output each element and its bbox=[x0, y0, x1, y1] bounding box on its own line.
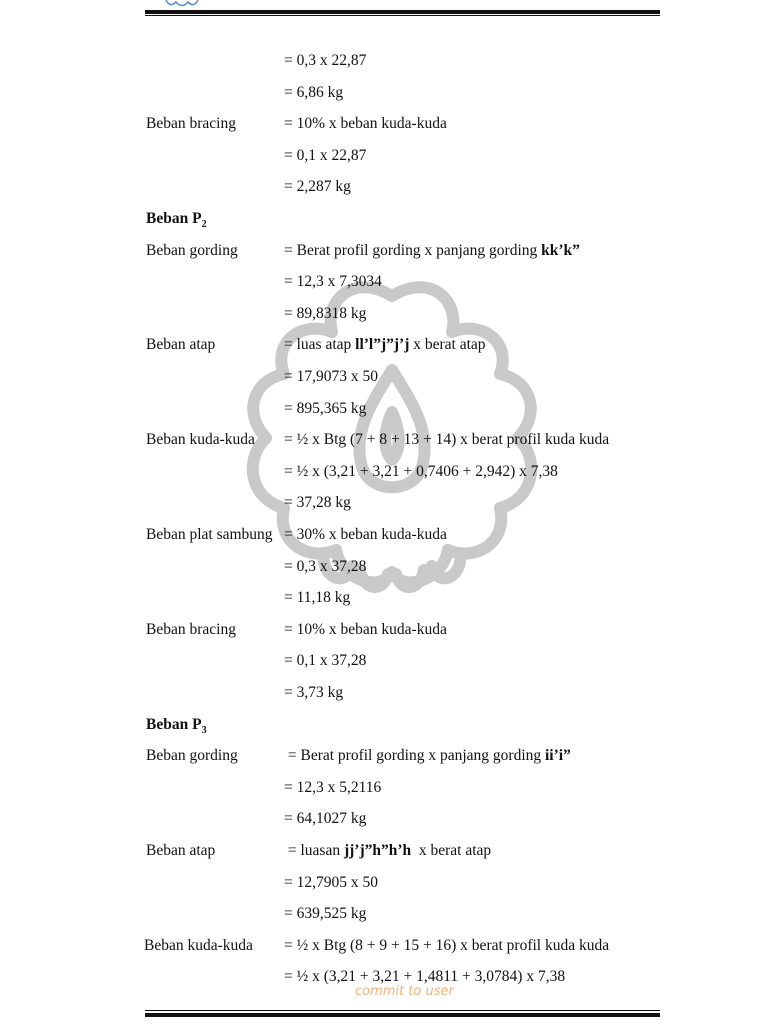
section-heading-label: Beban P bbox=[146, 210, 202, 227]
calc-value bbox=[284, 808, 366, 830]
calc-value-text: = luas atap bbox=[284, 336, 356, 354]
header-rule-thin bbox=[145, 15, 660, 16]
calc-value-text: = 12,3 x 5,2116 bbox=[284, 778, 382, 796]
calc-value bbox=[284, 650, 366, 672]
calc-line bbox=[0, 176, 768, 198]
calc-line bbox=[0, 271, 768, 293]
calc-value-text: = 3,73 kg bbox=[284, 684, 344, 701]
calc-value bbox=[284, 429, 609, 451]
calc-value-text: = 639,525 kg bbox=[284, 905, 367, 923]
calc-value bbox=[284, 682, 343, 704]
calc-value-text: = 64,1027 kg bbox=[284, 810, 367, 828]
calc-line bbox=[0, 113, 768, 135]
calc-line bbox=[0, 50, 768, 72]
calc-label: Beban kuda-kuda bbox=[144, 936, 253, 954]
section-heading-wrap bbox=[146, 208, 207, 236]
calc-value-text: = 12,3 x 7,3034 bbox=[284, 273, 382, 291]
footer-commit-to-user: commit to user bbox=[355, 984, 454, 999]
calc-value bbox=[284, 556, 366, 578]
calc-line bbox=[0, 872, 768, 894]
calc-value bbox=[284, 619, 447, 641]
calc-value bbox=[284, 145, 366, 167]
calc-label: Beban kuda-kuda bbox=[146, 431, 255, 449]
calc-value-after: x berat atap bbox=[409, 336, 486, 354]
calc-value-text: = 0,1 x 22,87 bbox=[284, 146, 367, 164]
calc-label: Beban plat sambung bbox=[146, 526, 273, 543]
calc-value-text: = 895,365 kg bbox=[284, 399, 367, 417]
calc-line bbox=[0, 492, 768, 514]
calc-value-text: = ½ x Btg (8 + 9 + 15 + 16) x berat profil kuda kuda bbox=[284, 936, 610, 954]
calc-line bbox=[0, 429, 768, 451]
calc-line bbox=[0, 777, 768, 799]
section-heading-label: Beban P bbox=[146, 715, 202, 733]
calc-value-text: = ½ x Btg (7 + 8 + 13 + 14) x berat profil kuda kuda bbox=[284, 431, 610, 449]
calc-line bbox=[0, 587, 768, 609]
calc-value bbox=[284, 840, 491, 862]
calc-value-text: = 6,86 kg bbox=[284, 83, 344, 101]
calc-value-bold: kk’k” bbox=[541, 241, 580, 259]
calc-value-text: = 0,3 x 37,28 bbox=[284, 557, 367, 575]
calc-value-text: = 12,7905 x 50 bbox=[284, 873, 378, 891]
section-heading-subscript: 2 bbox=[201, 219, 207, 231]
calc-value-text: = ½ x (3,21 + 3,21 + 0,7406 + 2,942) x 7,38 bbox=[284, 462, 558, 480]
calc-value-text: = 30% x beban kuda-kuda bbox=[284, 526, 447, 543]
calc-line bbox=[0, 808, 768, 830]
calc-value-text: = ½ x (3,21 + 3,21 + 1,4811 + 3,0784) x 7,38 bbox=[284, 968, 566, 986]
calc-value-text: = Berat profil gording x panjang gording bbox=[284, 747, 545, 765]
calc-line bbox=[0, 745, 768, 767]
calc-value-text: = 17,9073 x 50 bbox=[284, 368, 378, 385]
calc-value-text: = Berat profil gording x panjang gording bbox=[284, 241, 542, 259]
calc-value bbox=[284, 872, 378, 894]
calc-line bbox=[0, 366, 768, 388]
calc-value bbox=[284, 492, 351, 514]
calc-label: Beban bracing bbox=[146, 620, 236, 638]
calc-line bbox=[0, 903, 768, 925]
calc-line bbox=[0, 556, 768, 578]
section-heading-wrap bbox=[146, 714, 207, 742]
calc-value bbox=[284, 398, 366, 420]
calc-value-text: = 2,287 kg bbox=[284, 178, 351, 196]
calc-value bbox=[284, 303, 366, 325]
calc-value bbox=[284, 461, 558, 483]
calc-value bbox=[284, 524, 447, 546]
footer-rule-thin bbox=[145, 1010, 660, 1011]
header-rule-thick bbox=[145, 10, 660, 14]
calc-value bbox=[284, 113, 447, 135]
calc-value bbox=[284, 903, 366, 925]
calc-label: Beban atap bbox=[146, 336, 216, 354]
calc-line bbox=[0, 240, 768, 262]
calc-value-text: = 89,8318 kg bbox=[284, 304, 367, 322]
calc-value bbox=[284, 935, 609, 957]
section-heading bbox=[0, 208, 768, 230]
calc-value bbox=[284, 366, 378, 388]
calc-value bbox=[284, 240, 580, 262]
calc-line bbox=[0, 682, 768, 704]
calc-value bbox=[284, 745, 571, 767]
calc-value-text: = 11,18 kg bbox=[284, 589, 351, 607]
calc-line bbox=[0, 82, 768, 104]
calc-label: Beban gording bbox=[146, 241, 238, 259]
calc-value-text: = 0,1 x 37,28 bbox=[284, 652, 367, 670]
calc-value-bold: jj’j”h”h’h bbox=[343, 842, 412, 859]
calc-value-after: x berat atap bbox=[411, 842, 492, 859]
calc-value-bold: ii’i” bbox=[545, 747, 571, 765]
calc-value-text: = luasan bbox=[284, 842, 344, 859]
calc-value bbox=[284, 587, 350, 609]
calc-line bbox=[0, 145, 768, 167]
calc-value-text: = 10% x beban kuda-kuda bbox=[284, 620, 447, 638]
calc-value-text: = 10% x beban kuda-kuda bbox=[284, 115, 447, 133]
section-heading bbox=[0, 714, 768, 736]
calc-line bbox=[0, 650, 768, 672]
calc-line bbox=[0, 334, 768, 356]
calc-line bbox=[0, 935, 768, 957]
calc-value bbox=[284, 334, 486, 356]
calc-label: Beban atap bbox=[146, 842, 216, 859]
footer-rule-thick bbox=[145, 1013, 660, 1017]
calc-value bbox=[284, 50, 366, 72]
calc-label: Beban gording bbox=[146, 747, 238, 765]
calc-value bbox=[284, 176, 351, 198]
calc-line bbox=[0, 398, 768, 420]
calc-value-text: = 37,28 kg bbox=[284, 494, 351, 512]
calc-value bbox=[284, 777, 381, 799]
calc-value-text: = 0,3 x 22,87 bbox=[284, 52, 367, 69]
calc-line bbox=[0, 303, 768, 325]
calc-line bbox=[0, 840, 768, 862]
calc-line bbox=[0, 461, 768, 483]
section-heading-subscript: 3 bbox=[201, 724, 207, 736]
calc-label: Beban bracing bbox=[146, 115, 236, 133]
calc-value bbox=[284, 82, 343, 104]
calc-value-bold: ll’l”j”j’j bbox=[355, 336, 410, 354]
calc-value bbox=[284, 271, 382, 293]
university-logo-icon bbox=[162, 0, 202, 10]
calc-line bbox=[0, 524, 768, 546]
calc-line bbox=[0, 619, 768, 641]
